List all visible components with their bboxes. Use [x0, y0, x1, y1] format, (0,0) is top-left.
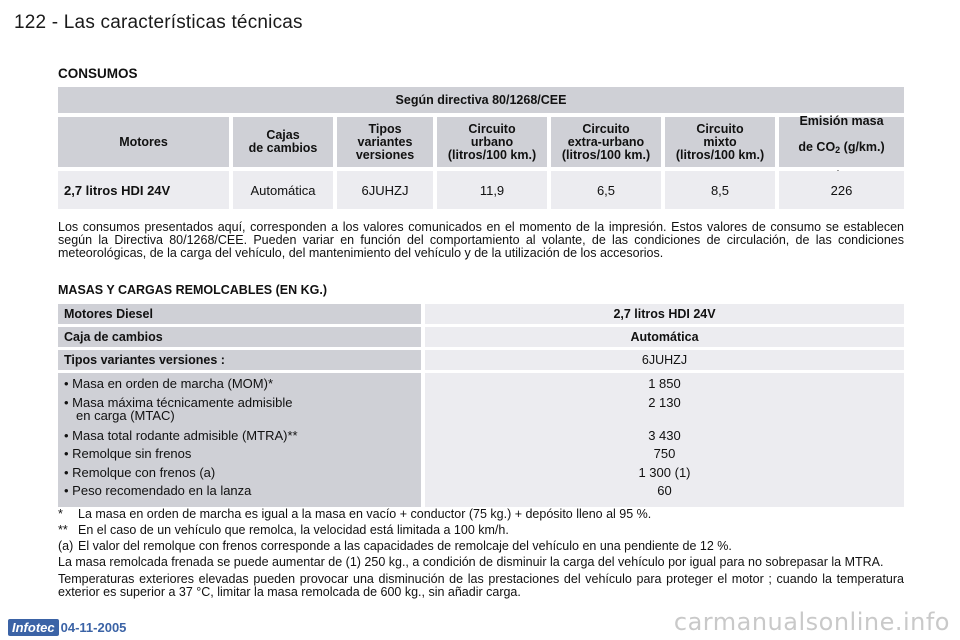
cell-motor: 2,7 litros HDI 24V	[58, 171, 229, 209]
footer	[8, 619, 126, 636]
co2-post: (g/km.)	[840, 139, 885, 154]
co2-line1: Emisión masa	[799, 113, 884, 128]
masa-header-value: Automática	[425, 327, 904, 347]
footnote-text: El valor del remolque con frenos corresponde a las capacidades de remolcaje del vehículo en una pendiente de 12 %.	[78, 539, 732, 553]
masa-item-label: • Peso recomendado en la lanza	[64, 483, 252, 498]
towing-note: La masa remolcada frenada se puede aumentar de (1) 250 kg., a condición de disminuir la carga del vehículo por igual para no sobrepasar la MTRA.	[58, 555, 884, 569]
footnote	[58, 508, 904, 521]
masa-header-row	[58, 304, 904, 324]
col-header-urbano: Circuito urbano (litros/100 km.)	[437, 117, 547, 167]
masa-labels-column	[58, 373, 421, 507]
cell-mixto: 8,5	[665, 171, 775, 209]
col-header-cajas: Cajas de cambios	[233, 117, 333, 167]
footnote-text: En el caso de un vehículo que remolca, la velocidad está limitada a 100 km/h.	[78, 523, 509, 537]
cell-urbano: 11,9	[437, 171, 547, 209]
masa-item-value: 750	[653, 446, 676, 461]
masa-item-value: 60	[657, 483, 672, 498]
footnote-mark: **	[58, 523, 68, 537]
masa-header-label: Motores Diesel	[58, 304, 421, 324]
masas-heading: MASAS Y CARGAS REMOLCABLES (EN KG.)	[58, 283, 328, 297]
consumption-note: Los consumos presentados aquí, corresponden a los valores comunicados en el momento de la impresión. Estos valores de consumo se establecen según la Directiva 80/1268/CEE. Pueden variar en función del comportamiento al volante, de las condiciones de circulación, de las condiciones meteorológicas, de la carga del vehículo, del mantenimiento del vehículo y de la utilización de los accesorios.	[58, 220, 904, 260]
consumption-data-row	[58, 171, 904, 209]
cell-tipo: 6JUHZJ	[337, 171, 433, 209]
co2-pre: de CO	[798, 139, 836, 154]
col-header-extra-urbano: Circuito extra-urbano (litros/100 km.)	[551, 117, 661, 167]
directive-banner: Según directiva 80/1268/CEE	[58, 87, 904, 113]
masa-header-value: 6JUHZJ	[425, 350, 904, 370]
temperature-note: Temperaturas exteriores elevadas pueden provocar una disminución de las prestaciones del vehículo para proteger el motor ; cuando la temperatura exterior es superior a 37 °C, limitar la masa remolcada de 600 kg., sin añadir carga.	[58, 572, 904, 599]
col-header-mixto: Circuito mixto (litros/100 km.)	[665, 117, 775, 167]
col-header-motores: Motores	[58, 117, 229, 167]
masa-item-label: • Masa en orden de marcha (MOM)*	[64, 376, 274, 391]
infotec-logo: Infotec	[8, 619, 59, 636]
masa-item-label: • Remolque sin frenos	[64, 446, 192, 461]
footer-date: 04-11-2005	[60, 620, 127, 635]
masa-item-label: • Remolque con frenos (a)	[64, 464, 216, 480]
page-title: 122 - Las características técnicas	[14, 12, 303, 33]
masa-header-label: Tipos variantes versiones :	[58, 350, 421, 370]
consumption-table	[58, 87, 904, 209]
consumption-header-row	[58, 113, 904, 167]
cell-caja: Automática	[233, 171, 333, 209]
masa-item-label: • Masa total rodante admisible (MTRA)**	[64, 427, 298, 443]
masa-items	[58, 373, 904, 507]
masa-header-row	[58, 350, 904, 370]
masa-item-value: 1 300 (1)	[638, 464, 691, 480]
masa-values-column	[425, 373, 904, 507]
footnotes	[58, 508, 904, 603]
masa-header-row	[58, 327, 904, 347]
masa-item-value: 1 850	[648, 376, 681, 391]
masa-item-label-line1: • Masa máxima técnicamente admisible	[64, 394, 293, 410]
masa-header-value: 2,7 litros HDI 24V	[425, 304, 904, 324]
masa-header-label: Caja de cambios	[58, 327, 421, 347]
col-header-tipos: Tipos variantes versiones	[337, 117, 433, 167]
co2-sub: 2	[835, 144, 841, 155]
footnote	[58, 524, 904, 537]
consumos-heading: CONSUMOS	[58, 66, 138, 81]
masa-item-label-line2: en carga (MTAC)	[76, 408, 175, 423]
footnote-text: La masa en orden de marcha es igual a la masa en vacío + conductor (75 kg.) + depósito lleno al 95 %.	[78, 507, 652, 521]
cell-extra-urbano: 6,5	[551, 171, 661, 209]
masa-item-value: 2 130	[648, 394, 681, 410]
footnote	[58, 540, 904, 553]
masa-item-value: 3 430	[648, 427, 681, 443]
col-header-co2	[779, 113, 904, 167]
cell-co2: 226	[779, 171, 904, 209]
masas-table	[58, 304, 904, 507]
watermark: carmanualsonline.info	[673, 608, 950, 636]
footnote-mark: *	[58, 507, 63, 521]
masa-item-label	[64, 396, 415, 424]
footnote-mark: (a)	[58, 539, 74, 553]
